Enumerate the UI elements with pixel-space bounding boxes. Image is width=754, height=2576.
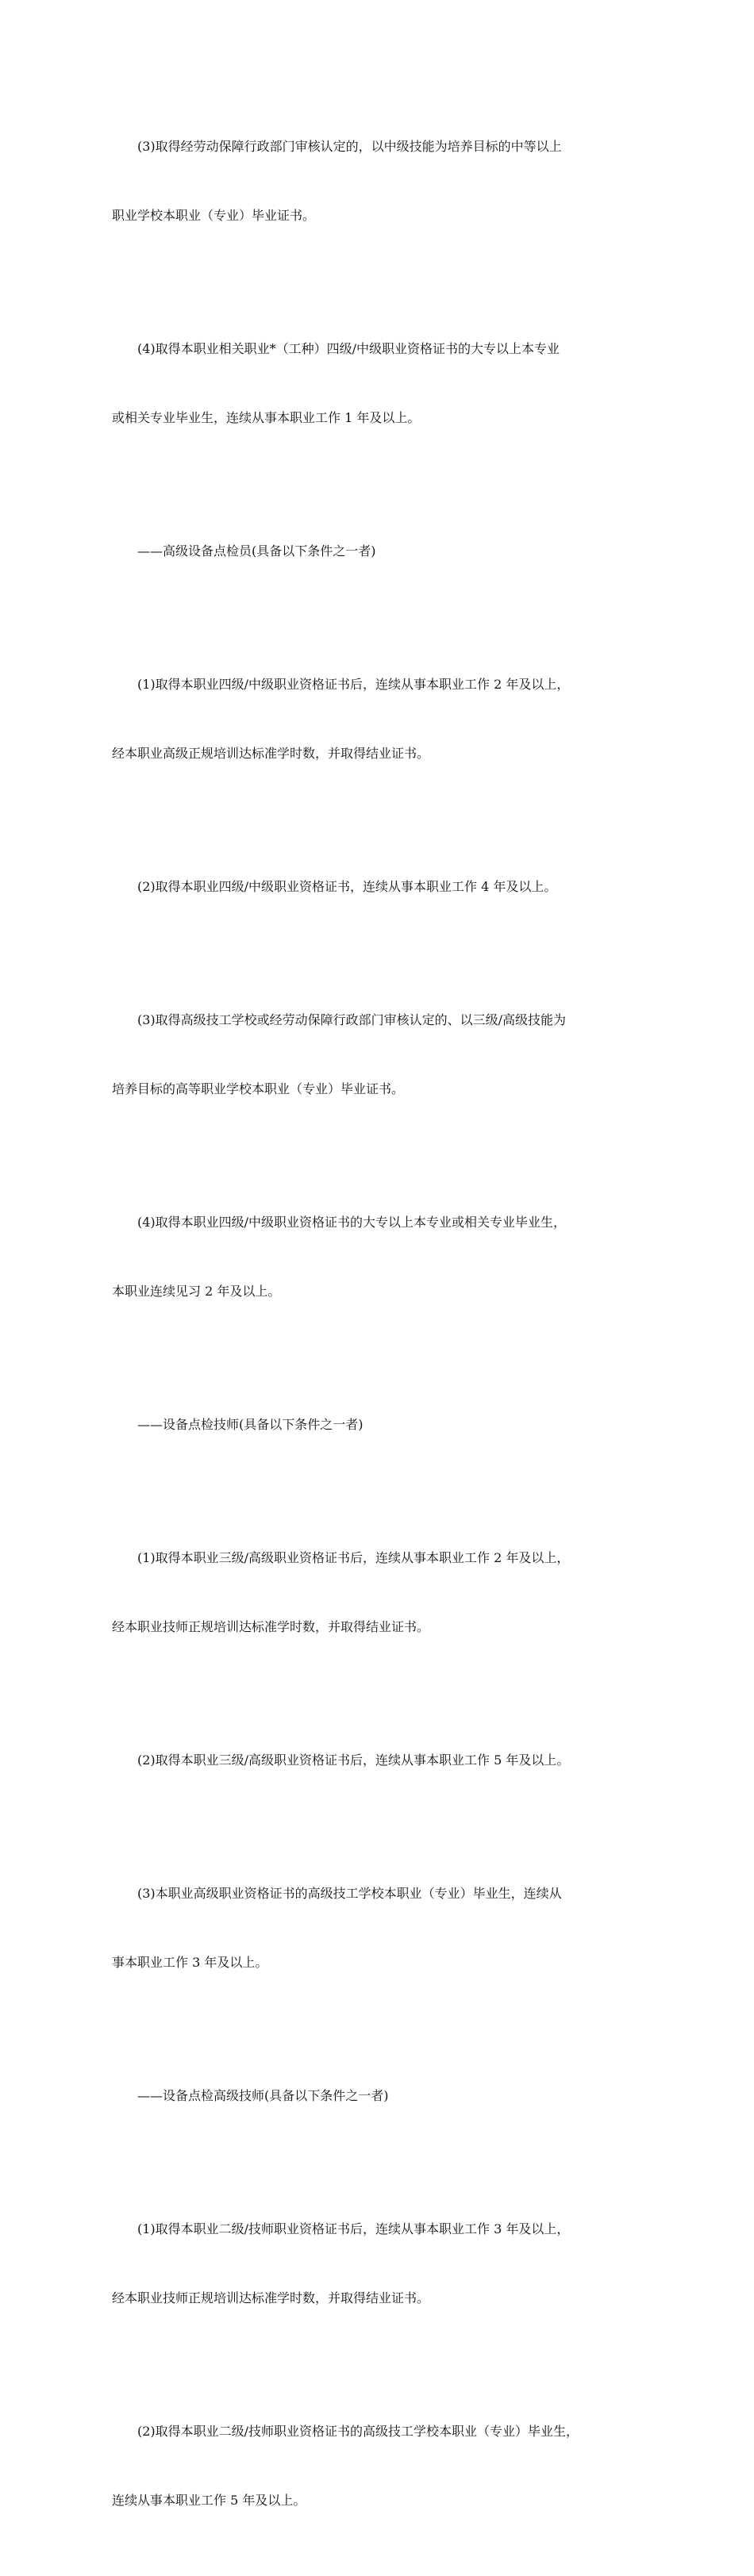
paragraph-line: 培养目标的高等职业学校本职业（专业）毕业证书。 [112, 1081, 405, 1096]
section-heading-line: ——设备点检高级技师(具备以下条件之一者) [137, 2088, 389, 2103]
section-heading-senior-technician [112, 2038, 660, 2153]
paragraph-line: 职业学校本职业（专业）毕业证书。 [112, 208, 316, 223]
paragraph-line: (3)本职业高级职业资格证书的高级技工学校本职业（专业）毕业生，连续从 [137, 1886, 562, 1901]
paragraph-line: 经本职业技师正规培训达标准学时数，并取得结业证书。 [112, 2290, 430, 2305]
paragraph-line: 事本职业工作 3 年及以上。 [112, 1955, 268, 1970]
paragraph-line: (1)取得本职业四级/中级职业资格证书后，连续从事本职业工作 2 年及以上， [137, 677, 570, 692]
paragraph-12 [112, 2171, 660, 2355]
paragraph-line: (1)取得本职业二级/技师职业资格证书后，连续从事本职业工作 3 年及以上， [137, 2221, 570, 2236]
paragraph-line: (4)取得本职业四级/中级职业资格证书的大专以上本专业或相关专业毕业生， [137, 1215, 567, 1230]
document-page [112, 89, 660, 2576]
paragraph-0 [112, 89, 660, 273]
paragraph-line: (1)取得本职业三级/高级职业资格证书后，连续从事本职业工作 2 年及以上， [137, 1550, 570, 1565]
paragraph-1 [112, 291, 660, 475]
section-heading-line: ——高级设备点检员(具备以下条件之一者) [137, 543, 376, 559]
paragraph-line: (3)取得高级技工学校或经劳动保障行政部门审核认定的、以三级/高级技能为 [137, 1012, 567, 1027]
paragraph-5 [112, 962, 660, 1146]
paragraph-3 [112, 627, 660, 811]
paragraph-line: (4)取得本职业相关职业*（工种）四级/中级职业资格证书的大专以上本专业 [137, 341, 560, 356]
paragraph-line: 本职业连续见习 2 年及以上。 [112, 1284, 281, 1299]
paragraph-line: (2)取得本职业四级/中级职业资格证书，连续从事本职业工作 4 年及以上。 [137, 879, 557, 894]
paragraph-line: 或相关专业毕业生，连续从事本职业工作 1 年及以上。 [112, 410, 421, 425]
paragraph-line: 连续从事本职业工作 5 年及以上。 [112, 2493, 306, 2508]
section-heading-technician [112, 1367, 660, 1482]
paragraph-10 [112, 1836, 660, 2020]
section-heading-line: ——设备点检技师(具备以下条件之一者) [137, 1417, 364, 1432]
paragraph-6 [112, 1165, 660, 1349]
paragraph-line: (2)取得本职业三级/高级职业资格证书后，连续从事本职业工作 5 年及以上。 [137, 1753, 570, 1768]
paragraph-line: 经本职业高级正规培训达标准学时数，并取得结业证书。 [112, 746, 430, 761]
paragraph-8 [112, 1500, 660, 1684]
paragraph-9 [112, 1703, 660, 1818]
paragraph-line: (3)取得经劳动保障行政部门审核认定的，以中级技能为培养目标的中等以上 [137, 139, 562, 154]
section-heading-senior-inspector [112, 493, 660, 608]
paragraph-4 [112, 829, 660, 944]
paragraph-13 [112, 2374, 660, 2558]
paragraph-line: (2)取得本职业二级/技师职业资格证书的高级技工学校本职业（专业）毕业生， [137, 2424, 579, 2439]
paragraph-line: 经本职业技师正规培训达标准学时数，并取得结业证书。 [112, 1619, 430, 1634]
